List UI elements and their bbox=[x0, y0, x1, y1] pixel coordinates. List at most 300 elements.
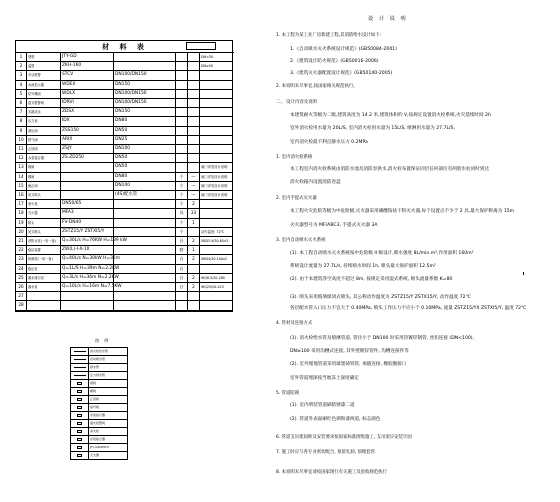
table-cell-spec bbox=[114, 209, 176, 217]
table-cell-unit: 个 bbox=[176, 219, 188, 227]
note-line: 5. 管道防腐 bbox=[276, 391, 300, 396]
table-cell-spec: DN100/DN150 bbox=[114, 71, 176, 79]
table-cell-note: 阀门详见设计说明 bbox=[201, 183, 228, 188]
table-cell-note: WQ25/20-423 bbox=[201, 285, 224, 289]
table-cell-no: 4 bbox=[16, 81, 27, 89]
table-cell-model: WDEX bbox=[61, 81, 114, 89]
table-row bbox=[16, 200, 232, 209]
table-cell-spec bbox=[114, 274, 176, 282]
table-cell-unit: 个 bbox=[176, 191, 188, 199]
legend-row bbox=[71, 436, 127, 444]
table-cell-name: 手动报警 bbox=[27, 71, 61, 79]
table-cell-no: 19 bbox=[16, 219, 27, 227]
note-subline: (2). 由于本建筑净空高度不超过 8m, 按规定采用湿式系统, 喷头流量系数 K=80 bbox=[290, 277, 453, 282]
note-subline: 灭火器型号为 MF/ABC3, 手提式灭火器 3A bbox=[290, 223, 378, 228]
legend-mark-icon bbox=[77, 382, 82, 385]
table-cell-no: 8 bbox=[16, 117, 27, 125]
table-cell-qty bbox=[188, 145, 200, 153]
table-cell-spec bbox=[114, 237, 176, 245]
legend-label: 蝶阀 bbox=[90, 389, 97, 393]
legend-label: 压力排水管 bbox=[90, 373, 106, 377]
table-cell-qty bbox=[188, 154, 200, 162]
table-cell-note bbox=[200, 90, 232, 98]
table-cell-note bbox=[200, 292, 232, 300]
table-cell-no: 16 bbox=[16, 191, 27, 199]
table-cell-spec: DN25 bbox=[114, 136, 176, 144]
legend-mark-icon bbox=[74, 375, 86, 376]
table-cell-spec: DN50 bbox=[114, 154, 176, 162]
table-cell-unit bbox=[176, 53, 188, 61]
table-cell-name: 消防水泵(一用一备) bbox=[27, 237, 61, 245]
legend-row bbox=[71, 380, 127, 388]
table-row bbox=[16, 145, 232, 154]
legend-mark-icon bbox=[77, 414, 82, 417]
table-cell-qty bbox=[188, 301, 200, 309]
table-cell-no: 21 bbox=[16, 237, 27, 245]
legend-row bbox=[71, 348, 127, 356]
table-cell-qty bbox=[188, 81, 200, 89]
table-cell-spec bbox=[114, 53, 176, 61]
table-cell-unit bbox=[176, 127, 188, 135]
table-cell-name: 水泵接合器 bbox=[27, 154, 61, 162]
table-row bbox=[16, 283, 232, 292]
stray-mark bbox=[523, 272, 524, 275]
material-table-title: 材 料 表 bbox=[16, 41, 234, 53]
table-row bbox=[16, 136, 232, 145]
note-line: 2. 本说明未尽事宜,按国家相关规范执行。 bbox=[276, 84, 358, 89]
table-cell-no: 28 bbox=[16, 301, 27, 309]
table-cell-unit: 台 bbox=[176, 255, 188, 263]
table-row bbox=[16, 191, 232, 200]
legend-label: 自动喷水管 bbox=[90, 357, 106, 361]
table-cell-qty: — bbox=[188, 191, 200, 199]
table-cell-name: 减压阀 bbox=[27, 127, 61, 135]
table-cell-name bbox=[27, 292, 61, 300]
legend-symbol-icon bbox=[71, 428, 89, 435]
material-table bbox=[15, 40, 233, 312]
legend-table bbox=[70, 347, 128, 460]
table-cell-spec: DN100/DN150 bbox=[114, 99, 176, 107]
legend-mark-icon bbox=[77, 422, 82, 425]
legend-symbol-icon bbox=[71, 452, 89, 459]
table-row bbox=[16, 99, 232, 108]
table-cell-no: 11 bbox=[16, 145, 27, 153]
table-cell-name: 压力表 bbox=[27, 117, 61, 125]
table-cell-no: 6 bbox=[16, 99, 27, 107]
table-cell-note bbox=[200, 71, 232, 79]
table-cell-no: 23 bbox=[16, 255, 27, 263]
table-cell-unit: 个 bbox=[176, 228, 188, 236]
legend-symbol-icon bbox=[71, 388, 89, 395]
legend-mark-icon bbox=[77, 390, 82, 393]
table-cell-note bbox=[200, 209, 232, 217]
legend-title: 图 例 bbox=[95, 338, 111, 343]
note-line: 6. 管道支吊架间距及安装要求按国家标准图集施工, 支吊架应安装牢固 bbox=[276, 435, 412, 440]
table-cell-name bbox=[27, 301, 61, 309]
table-row bbox=[16, 255, 232, 264]
table-cell-model: ZS.ZD250 bbox=[61, 154, 114, 162]
table-cell-no: 27 bbox=[16, 292, 27, 300]
table-row bbox=[16, 117, 232, 126]
legend-row bbox=[71, 444, 127, 452]
table-cell-qty bbox=[188, 127, 200, 135]
table-cell-unit bbox=[176, 90, 188, 98]
table-cell-unit bbox=[176, 117, 188, 125]
table-cell-no: 12 bbox=[16, 154, 27, 162]
table-cell-qty bbox=[188, 136, 200, 144]
table-cell-model: Q=1L/S H=39m N=2.2KW bbox=[61, 265, 114, 273]
table-cell-no: 3 bbox=[16, 71, 27, 79]
table-cell-note: 阀门详见设计说明 bbox=[201, 174, 228, 179]
legend-label: 湿式报警阀 bbox=[90, 421, 106, 425]
table-cell-spec bbox=[114, 283, 176, 291]
legend-label: 闸阀 bbox=[90, 381, 97, 385]
table-cell-no: 25 bbox=[16, 274, 27, 282]
legend-mark-icon bbox=[77, 406, 82, 409]
table-cell-qty bbox=[188, 62, 200, 70]
table-cell-no: 17 bbox=[16, 200, 27, 208]
legend-row bbox=[71, 452, 127, 460]
table-cell-qty: — bbox=[188, 182, 200, 190]
table-cell-qty bbox=[188, 117, 200, 125]
table-cell-spec bbox=[114, 228, 176, 236]
legend-row bbox=[71, 364, 127, 372]
table-row bbox=[16, 90, 232, 99]
legend-mark-icon bbox=[77, 446, 82, 449]
table-cell-note bbox=[200, 127, 232, 135]
legend-mark-icon bbox=[74, 367, 86, 368]
table-cell-unit bbox=[176, 301, 188, 309]
table-cell-spec bbox=[114, 246, 176, 254]
table-row bbox=[16, 292, 232, 301]
table-cell-name: 闭式喷头 bbox=[27, 191, 61, 199]
table-cell-name: 稳压泵 bbox=[27, 265, 61, 273]
table-cell-spec: DN80 bbox=[114, 173, 176, 181]
table-corner-mark bbox=[186, 42, 216, 50]
table-cell-model: STCV bbox=[61, 71, 114, 79]
table-cell-model: ZKH-160 bbox=[61, 62, 114, 70]
table-cell-qty: 2 bbox=[188, 237, 200, 245]
table-cell-no: 18 bbox=[16, 209, 27, 217]
table-cell-unit: 台 bbox=[176, 274, 188, 282]
table-cell-name: 闸阀 bbox=[27, 163, 61, 171]
table-cell-name: 潜水泵 bbox=[27, 283, 61, 291]
legend-mark-icon bbox=[77, 398, 82, 401]
table-cell-model: ZW(L)-I-X-10 bbox=[61, 246, 114, 254]
table-cell-no: 7 bbox=[16, 108, 27, 116]
legend-symbol-icon bbox=[71, 348, 89, 355]
legend-symbol-icon bbox=[71, 356, 89, 363]
table-cell-name: 潜水排污泵 bbox=[27, 274, 61, 282]
table-cell-spec: DN50 bbox=[114, 127, 176, 135]
table-cell-name: 温感 bbox=[27, 62, 61, 70]
table-cell-note bbox=[200, 99, 232, 107]
table-cell-note bbox=[200, 108, 232, 116]
table-row bbox=[16, 154, 232, 163]
table-cell-model: Q=30L/s H=76KW H=139 kW bbox=[61, 237, 114, 245]
table-cell-qty bbox=[188, 99, 200, 107]
table-cell-qty: 2 bbox=[188, 283, 200, 291]
note-subline: 本工程火灾危险等级为中危险级,灭火器采用磷酸铵盐干粉灭火器,每个设置点不少于 2 具,最大保护距离为 15m bbox=[290, 209, 515, 214]
table-cell-qty bbox=[188, 71, 200, 79]
table-cell-no: 9 bbox=[16, 127, 27, 135]
table-cell-note: DN<50 bbox=[201, 55, 213, 59]
legend-row bbox=[71, 388, 127, 396]
table-cell-spec: DN80 bbox=[114, 117, 176, 125]
table-cell-name: 截止阀 bbox=[27, 182, 61, 190]
table-cell-unit: 台 bbox=[176, 237, 188, 245]
table-cell-note: WQ8.5/20-28S bbox=[201, 275, 225, 280]
table-row bbox=[16, 108, 232, 117]
legend-mark-icon bbox=[77, 438, 82, 441]
table-cell-unit bbox=[176, 145, 188, 153]
note-subline: (2). 室外埋地管道采用球墨铸铁管, 承插连接, 橡胶圈接口 bbox=[290, 362, 407, 367]
table-cell-unit bbox=[176, 292, 188, 300]
legend-symbol-icon bbox=[71, 396, 89, 403]
note-line: 二、 设计内容及说明 bbox=[276, 100, 317, 105]
note-subline: (3). 喷头采用玻璃球闭式喷头, 其公称动作温度为 ZSTZ15/Y ZSTX15/Y, 动作温度 72℃ bbox=[290, 295, 471, 300]
legend-label: 水流指示器 bbox=[90, 413, 106, 417]
table-cell-note: XBD4/30-100x2 bbox=[201, 257, 227, 262]
table-row bbox=[16, 173, 232, 182]
table-row bbox=[16, 182, 232, 191]
table-cell-model: FV-DN40 bbox=[61, 219, 114, 227]
note-subline: 本工程室内消火栓系统由消防水池及消防泵供水,消火栓布置保证同层任何部位有两股水柱同时到达 bbox=[290, 167, 489, 172]
legend-row bbox=[71, 404, 127, 412]
table-cell-qty bbox=[188, 163, 200, 171]
note-line: 2. 室内手提式灭火器 bbox=[276, 196, 317, 201]
table-cell-name: 信号蝶阀 bbox=[27, 90, 61, 98]
table-cell-model: Q=40L/s N=30kW H=32m bbox=[61, 255, 114, 263]
table-cell-note: 阀门详见设计说明 bbox=[201, 193, 228, 197]
table-row bbox=[16, 219, 232, 228]
table-row bbox=[16, 163, 232, 172]
table-row bbox=[16, 71, 232, 80]
table-cell-name: 止回阀 bbox=[27, 145, 61, 153]
table-cell-qty bbox=[188, 228, 200, 236]
note-subline: 室内消火栓最不利点静水压力 0.2MPa bbox=[290, 140, 368, 145]
table-cell-model: ZSTZ15/Y ZSTXI5/Y bbox=[61, 228, 114, 236]
legend-row bbox=[71, 412, 127, 420]
legend-symbol-icon bbox=[71, 412, 89, 419]
table-cell-name: 喷头 bbox=[27, 219, 61, 227]
table-cell-unit: 个 bbox=[176, 200, 188, 208]
table-row bbox=[16, 301, 232, 310]
table-cell-no: 20 bbox=[16, 228, 27, 236]
table-cell-spec: DN150 bbox=[114, 81, 176, 89]
table-row bbox=[16, 81, 232, 90]
table-cell-name: 湿式报警阀 bbox=[27, 99, 61, 107]
table-cell-unit: 台 bbox=[176, 265, 188, 273]
table-row bbox=[16, 127, 232, 136]
table-cell-note bbox=[200, 246, 232, 254]
note-subline: 3.《建筑灭火器配置设计规范》(GB50140-2005) bbox=[290, 71, 393, 76]
table-cell-spec bbox=[114, 219, 176, 227]
table-cell-model: Q=3L/s H=36m N=2.2KW bbox=[61, 274, 114, 282]
legend-row bbox=[71, 420, 127, 428]
table-cell-spec bbox=[114, 292, 176, 300]
table-cell-name: 喷淋泵(一用一备) bbox=[27, 255, 61, 263]
table-cell-note: XBD3.9/30-65x3 bbox=[201, 239, 229, 243]
table-cell-note bbox=[200, 136, 232, 144]
table-cell-no: 2 bbox=[16, 62, 27, 70]
note-subline: 1.《自动喷水灭火系统设计规范》(GB50084-2001) bbox=[290, 47, 397, 52]
table-cell-spec: DN100 bbox=[114, 145, 176, 153]
note-subline: (2). 管道外表面刷红色调和漆两道, 标志颜色 bbox=[290, 417, 381, 422]
table-cell-unit bbox=[176, 71, 188, 79]
legend-label: JTY-GD/ZSTX bbox=[90, 445, 109, 449]
table-cell-unit bbox=[176, 62, 188, 70]
note-subline: 室外管道埋深按当地冻土深度确定 bbox=[290, 376, 359, 381]
table-row bbox=[16, 246, 232, 255]
table-row bbox=[16, 62, 232, 71]
legend-row bbox=[71, 396, 127, 404]
table-cell-note bbox=[200, 219, 232, 227]
table-cell-model: WDLX bbox=[61, 90, 114, 98]
table-cell-qty: 2 bbox=[188, 255, 200, 263]
table-cell-model: Q=10L/s H=16m N=7.5KW bbox=[61, 283, 114, 291]
table-cell-name: 稳压装置 bbox=[27, 246, 61, 254]
legend-label: 止回阀 bbox=[90, 397, 100, 401]
legend-label: 消火栓给水管 bbox=[90, 349, 109, 353]
table-cell-name: 烟感 bbox=[27, 53, 61, 61]
table-cell-name: 闭式喷头 bbox=[27, 228, 61, 236]
table-cell-no: 22 bbox=[16, 246, 27, 254]
table-row bbox=[16, 237, 232, 246]
table-cell-unit: 台 bbox=[176, 283, 188, 291]
table-cell-unit: 个 bbox=[176, 173, 188, 181]
table-cell-spec bbox=[114, 255, 176, 263]
table-cell-no: 13 bbox=[16, 163, 27, 171]
table-cell-unit bbox=[176, 108, 188, 116]
table-cell-no: 1 bbox=[16, 53, 27, 61]
table-cell-qty: — bbox=[188, 173, 200, 181]
table-cell-qty bbox=[188, 108, 200, 116]
legend-mark-icon bbox=[74, 351, 86, 352]
note-subline: DN≥100 采用沟槽式连接, 其外壁镀锌管件, 沟槽连接件等 bbox=[290, 349, 409, 354]
note-subline: 系统设计流量为 27.7L/s, 持续喷水时间 1h, 喷头最大保护面积 12.5m² bbox=[290, 264, 436, 269]
note-line: 8. 本说明未尽事宜请按国家现行有关施工及验收规范执行 bbox=[276, 470, 387, 475]
table-cell-qty bbox=[188, 292, 200, 300]
table-cell-qty: 2 bbox=[188, 200, 200, 208]
note-subline: (1). 本工程自动喷水灭火系统按中危险级 II 级设计,喷水强度 8L/min.m²,作用面积 160m² bbox=[290, 251, 474, 256]
table-row bbox=[16, 274, 232, 283]
note-subline: 2.《建筑设计防火规范》(GB50016-2006) bbox=[290, 59, 379, 64]
table-cell-qty: 2 bbox=[188, 274, 200, 282]
table-cell-unit bbox=[176, 163, 188, 171]
table-cell-name: 排气阀 bbox=[27, 136, 61, 144]
table-cell-model: JTY-GD bbox=[61, 53, 114, 61]
table-cell-model: DN50/65 bbox=[61, 200, 114, 208]
table-cell-spec bbox=[114, 62, 176, 70]
table-cell-spec: DN50 bbox=[114, 163, 176, 171]
table-cell-spec: (4S)配水管 bbox=[114, 191, 176, 199]
table-cell-note bbox=[200, 301, 232, 309]
table-cell-no: 14 bbox=[16, 173, 27, 181]
legend-symbol-icon bbox=[71, 444, 89, 451]
table-cell-name: 末端试水 bbox=[27, 108, 61, 116]
table-cell-unit: 具 bbox=[176, 209, 188, 217]
legend-row bbox=[71, 372, 127, 380]
table-cell-name: 水流指示器 bbox=[27, 81, 61, 89]
table-cell-no: 10 bbox=[16, 136, 27, 144]
table-cell-unit bbox=[176, 154, 188, 162]
note-subline: 各层配水管入口压力不宜大于 0.40MPa, 喷头工作压力不应小于 0.10MPa, 流量 ZSTZ15/YX ZSTXI5/Y, 温度 72℃ bbox=[290, 306, 527, 311]
legend-label: 水泵接合器 bbox=[90, 437, 106, 441]
table-cell-unit: 个 bbox=[176, 182, 188, 190]
table-row bbox=[16, 265, 232, 274]
table-row bbox=[16, 228, 232, 237]
note-subline: 本建筑耐火等级为二级,建筑高度为 14.2 米,建筑体积约 V,按规定设置消火栓系统,火灾延续时间 2h bbox=[290, 113, 491, 118]
legend-symbol-icon bbox=[71, 380, 89, 387]
legend-symbol-icon bbox=[71, 404, 89, 411]
note-subline: 室外消火栓用水量为 20L/S, 室内消火栓用水量为 15L/S, 喷淋用水量为 27.7L/S, bbox=[290, 126, 455, 131]
table-cell-note bbox=[200, 154, 232, 162]
note-subline: 消火栓箱内设置消防卷盘 bbox=[290, 180, 341, 185]
legend-label: 灭火器 bbox=[90, 453, 100, 457]
table-cell-qty bbox=[188, 265, 200, 273]
table-cell-model: ZSJY bbox=[61, 145, 114, 153]
table-cell-qty bbox=[188, 90, 200, 98]
table-cell-spec bbox=[114, 265, 176, 273]
table-cell-note bbox=[200, 117, 232, 125]
table-cell-note bbox=[200, 145, 232, 153]
legend-mark-icon bbox=[77, 454, 82, 457]
note-line: 4. 管材及连接方式 bbox=[276, 321, 313, 326]
table-cell-note: 动作温度: 72℃ bbox=[201, 229, 225, 234]
table-cell-note bbox=[200, 200, 232, 208]
table-cell-model: ZDSX bbox=[61, 108, 114, 116]
note-line: 1. 本工程为某工业厂房新建工程,其消防给水设计如下: bbox=[276, 33, 382, 38]
table-cell-model bbox=[61, 191, 114, 199]
table-cell-no: 24 bbox=[16, 265, 27, 273]
table-cell-note bbox=[200, 81, 232, 89]
legend-mark-icon bbox=[74, 359, 86, 360]
table-cell-qty: 1 bbox=[188, 246, 200, 254]
table-cell-spec: DN100 bbox=[114, 182, 176, 190]
table-cell-no: 26 bbox=[16, 283, 27, 291]
table-cell-model: ARIX bbox=[61, 136, 114, 144]
table-cell-spec: DN100/DN150 bbox=[114, 90, 176, 98]
notes-title: 设 计 说 明 bbox=[368, 16, 408, 22]
table-cell-unit bbox=[176, 99, 188, 107]
table-cell-model bbox=[61, 301, 114, 309]
table-cell-note: 阀门详见设计说明 bbox=[201, 165, 228, 170]
table-cell-unit: 套 bbox=[176, 246, 188, 254]
table-row bbox=[16, 209, 232, 218]
note-subline: (1). 室内明装管道刷防锈漆二道 bbox=[290, 403, 355, 408]
table-cell-model bbox=[61, 163, 114, 171]
legend-row bbox=[71, 428, 127, 436]
legend-row bbox=[71, 356, 127, 364]
legend-symbol-icon bbox=[71, 420, 89, 427]
table-cell-spec bbox=[114, 301, 176, 309]
table-cell-unit bbox=[176, 81, 188, 89]
table-cell-model: IDRVI bbox=[61, 99, 114, 107]
table-cell-qty bbox=[188, 53, 200, 61]
table-cell-model: ZSS150 bbox=[61, 127, 114, 135]
table-cell-name: 灭火器 bbox=[27, 209, 61, 217]
legend-label: 信号阀 bbox=[90, 405, 100, 409]
table-row bbox=[16, 53, 232, 62]
note-line: 7. 施工时应与各专业密切配合, 预留孔洞, 预埋套管 bbox=[276, 450, 375, 455]
table-cell-name: 蝶阀 bbox=[27, 173, 61, 181]
table-cell-model bbox=[61, 292, 114, 300]
table-cell-spec bbox=[114, 200, 176, 208]
table-cell-name: 消火栓 bbox=[27, 200, 61, 208]
table-cell-no: 15 bbox=[16, 182, 27, 190]
table-cell-unit bbox=[176, 136, 188, 144]
